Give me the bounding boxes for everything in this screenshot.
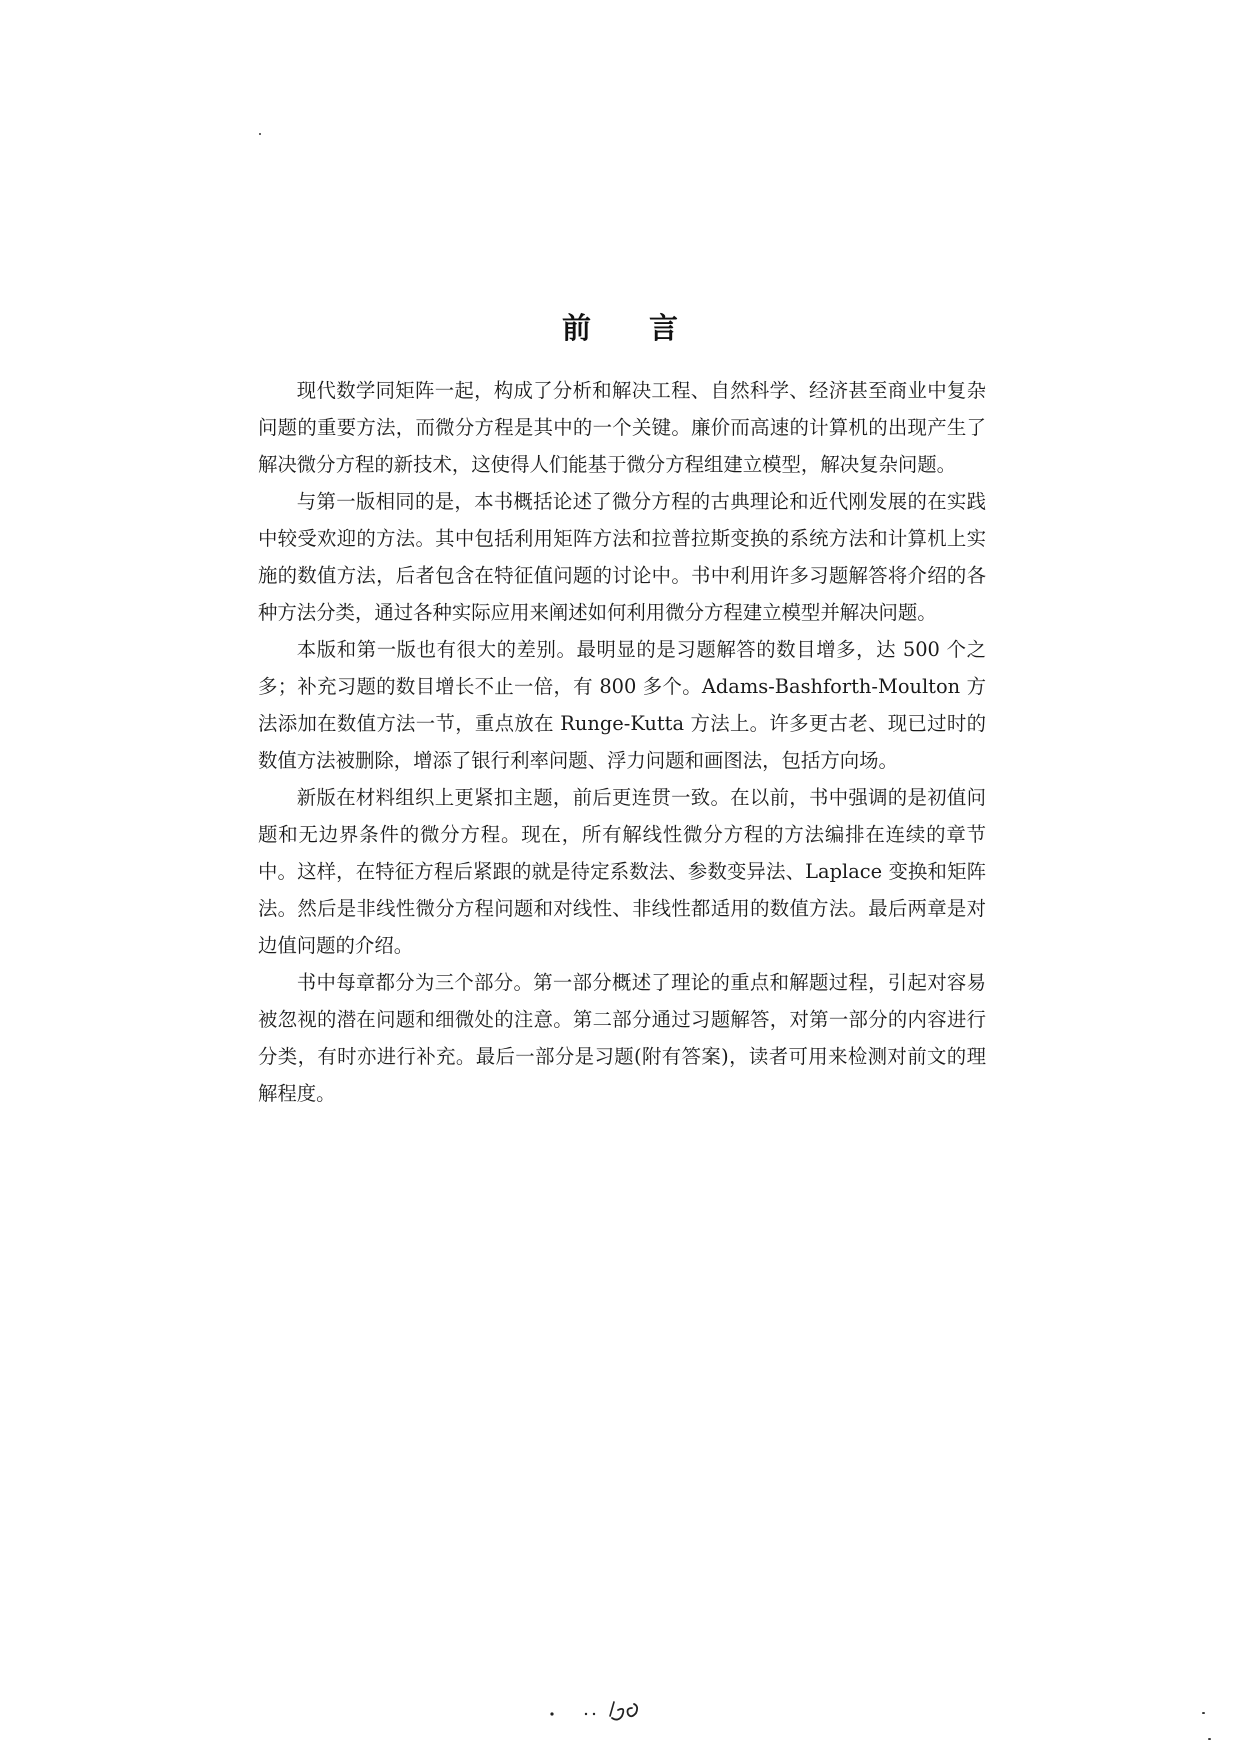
page-title-second-char: 言: [649, 311, 679, 345]
scan-speck: [1202, 1712, 1205, 1714]
preface-paragraph-1: 现代数学同矩阵一起，构成了分析和解决工程、自然科学、经济甚至商业中复杂问题的重要方法，而微分方程是其中的一个关键。廉价而高速的计算机的出现产生了解决微分方程的新技术，这使得人们能基于微分方程组建立模型，解决复杂问题。: [258, 379, 986, 476]
handwritten-page-mark: [510, 1678, 690, 1722]
scan-speck: [1208, 1738, 1211, 1740]
preface-paragraph-5: 书中每章都分为三个部分。第一部分概述了理论的重点和解题过程，引起对容易被忽视的潜在问题和细微处的注意。第二部分通过习题解答，对第一部分的内容进行分类，有时亦进行补充。最后一部分是习题(附有答案)，读者可用来检测对前文的理解程度。: [258, 971, 986, 1105]
page-title-first-char: 前: [561, 311, 591, 345]
preface-paragraph-2: 与第一版相同的是，本书概括论述了微分方程的古典理论和近代刚发展的在实践中较受欢迎的方法。其中包括利用矩阵方法和拉普拉斯变换的系统方法和计算机上实施的数值方法，后者包含在特征值问题的讨论中。书中利用许多习题解答将介绍的各种方法分类，通过各种实际应用来阐述如何利用微分方程建立模型并解决问题。: [258, 490, 986, 624]
handwritten-mark-drawing: [510, 1678, 690, 1722]
page-title: [0, 308, 1240, 348]
preface-body: [258, 372, 986, 1112]
preface-paragraph-3: 本版和第一版也有很大的差别。最明显的是习题解答的数目增多，达 500 个之多；补充习题的数目增长不止一倍，有 800 多个。Adams-Bashforth-Moulton 方法添加在数值方法一节，重点放在 Runge-Kutta 方法上。许多更古老、现已过时的数值方法被删除，增添了银行利率问题、浮力问题和画图法，包括方向场。: [258, 638, 986, 772]
preface-paragraph-4: 新版在材料组织上更紧扣主题，前后更连贯一致。在以前，书中强调的是初值问题和无边界条件的微分方程。现在，所有解线性微分方程的方法编排在连续的章节中。这样，在特征方程后紧跟的就是待定系数法、参数变异法、Laplace 变换和矩阵法。然后是非线性微分方程问题和对线性、非线性都适用的数值方法。最后两章是对边值问题的介绍。: [258, 786, 986, 957]
scan-speck: [259, 133, 261, 135]
